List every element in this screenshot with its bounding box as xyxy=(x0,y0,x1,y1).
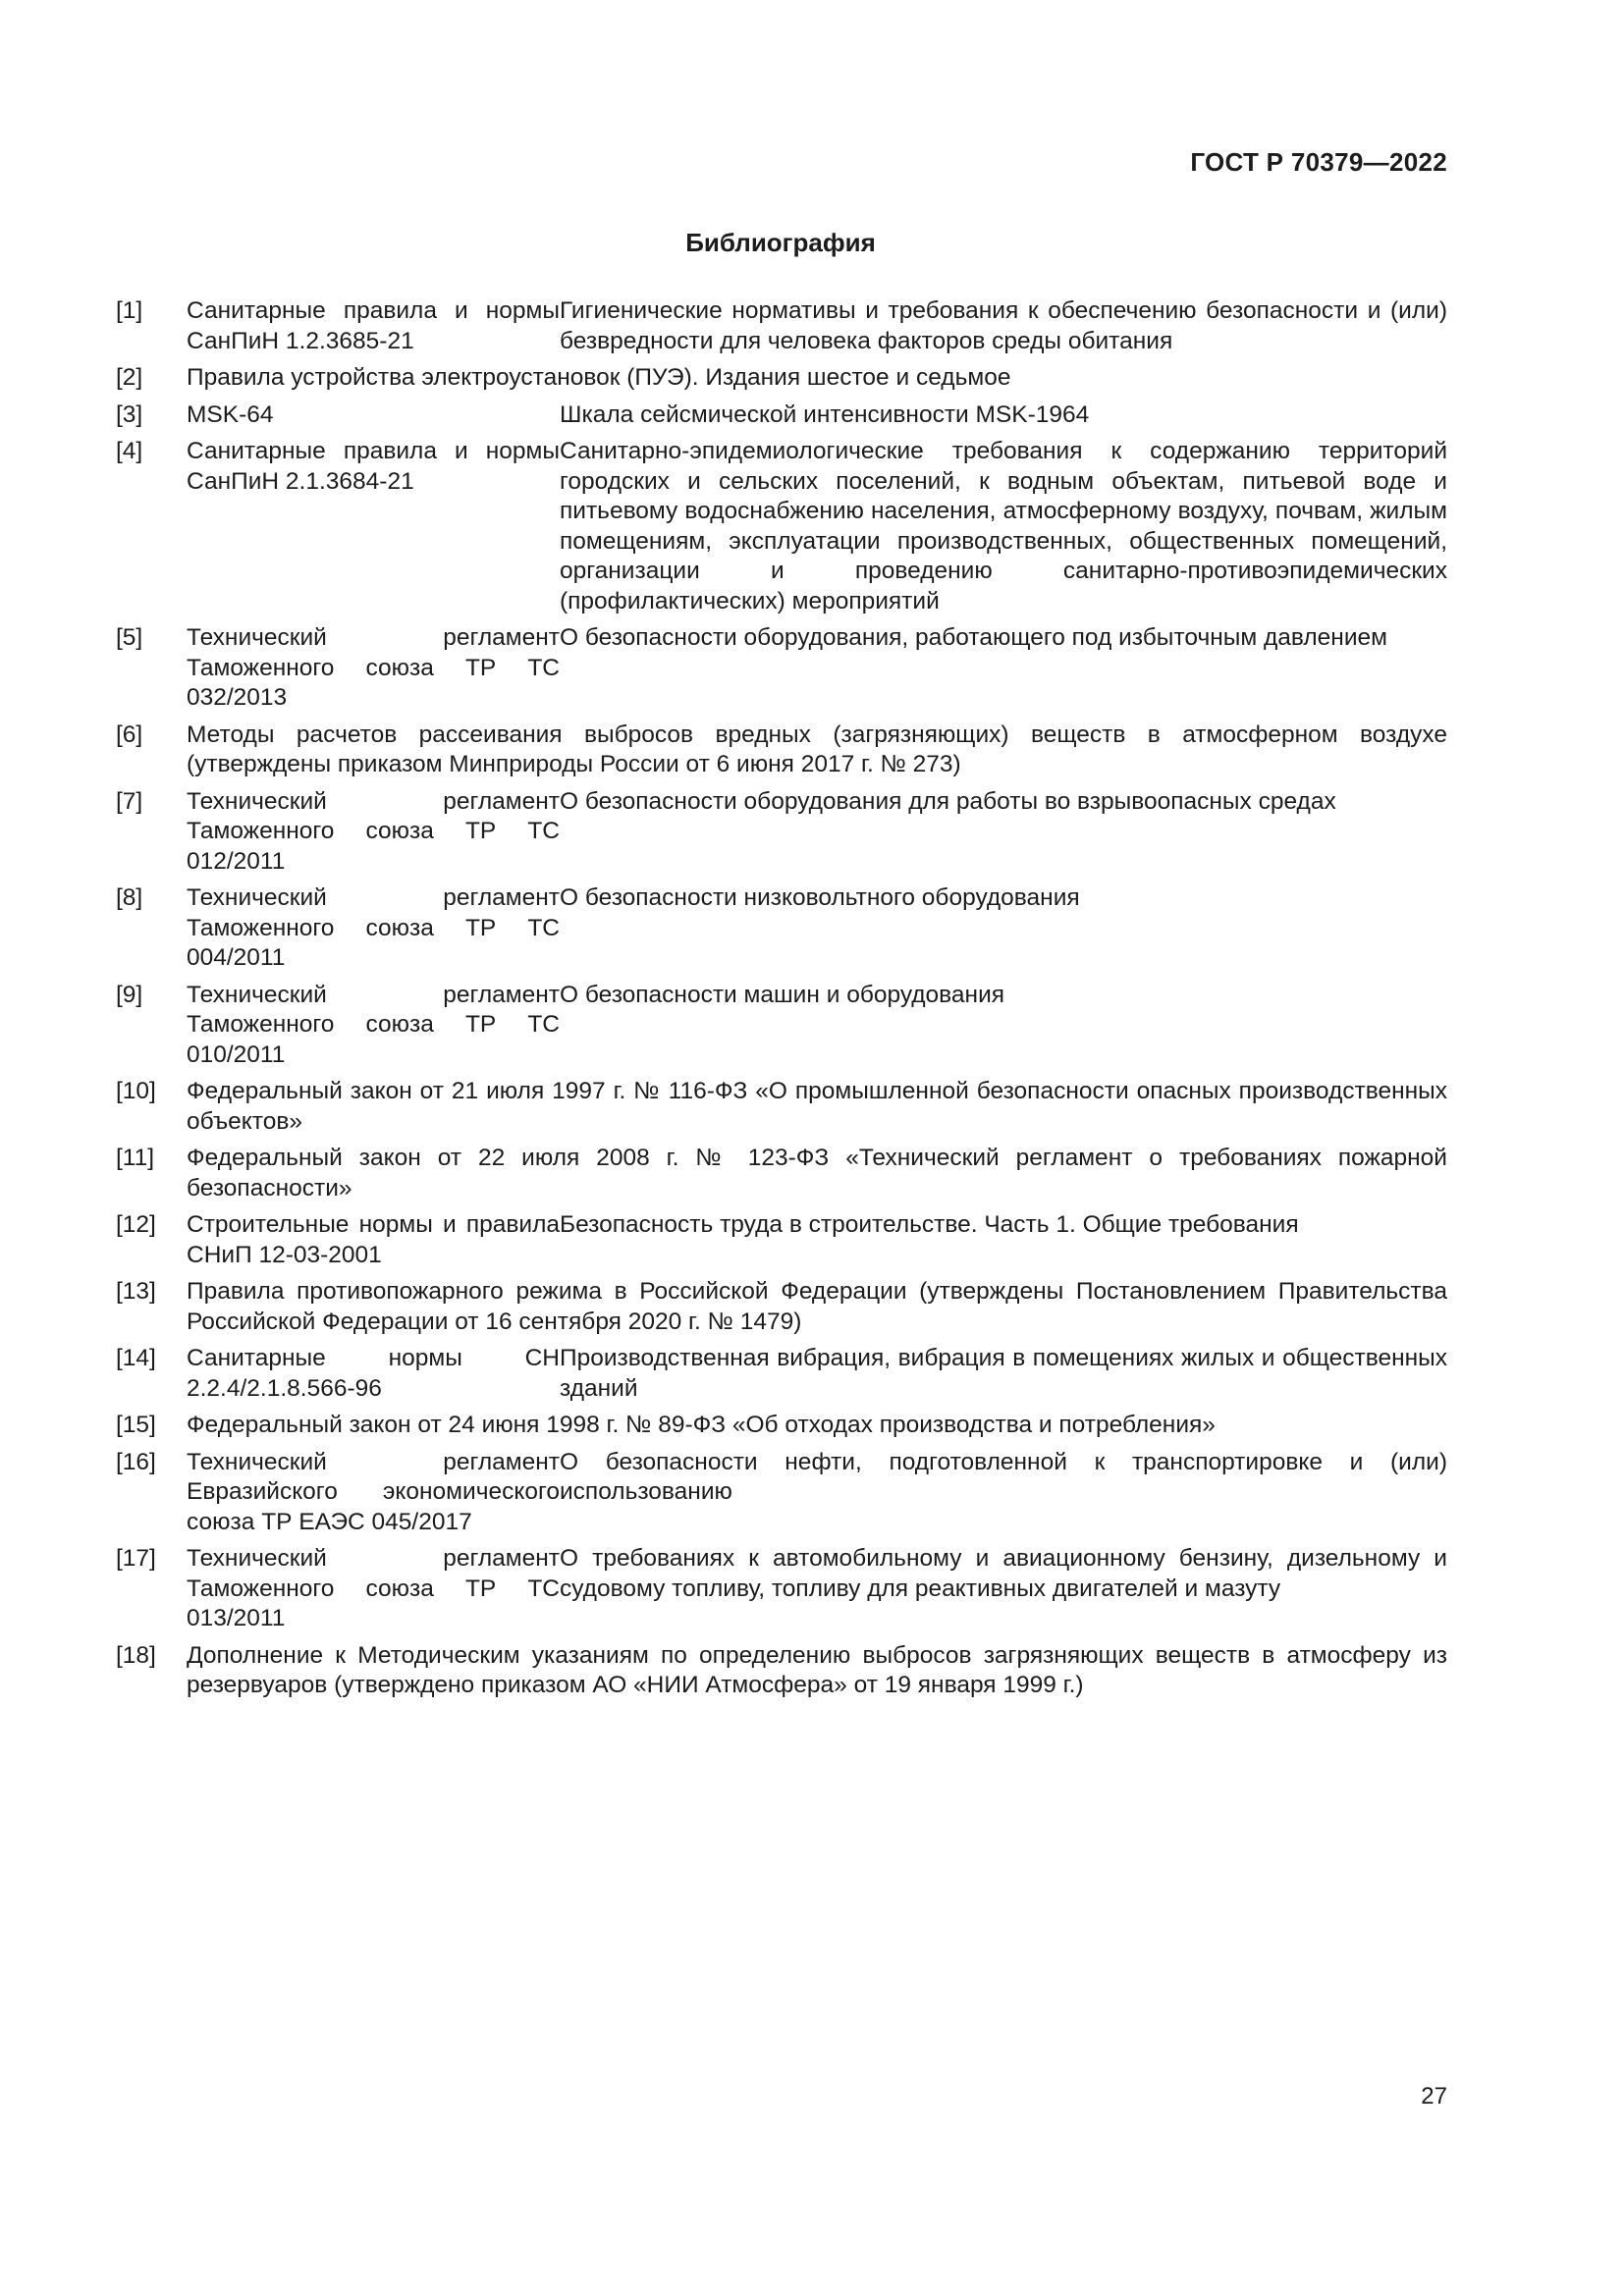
bibliography-entry xyxy=(116,1448,1447,1538)
entry-source: Санитарные правила и нормы СанПиН 2.1.3684-21 xyxy=(187,438,560,495)
entry-full-text: Дополнение к Методическим указаниям по определению выбросов загрязняющих веществ в атмосферу из резервуаров (утверждено приказом АО «НИИ Атмосфера» от 19 января 1999 г.) xyxy=(187,1641,1447,1698)
bibliography-entry xyxy=(116,1277,1447,1337)
entry-source: Технический регламент Таможенного союза ТР ТС 032/2013 xyxy=(187,624,560,711)
entry-full-text: Федеральный закон от 22 июля 2008 г. № 123-ФЗ «Технический регламент о требованиях пожарной безопасности» xyxy=(187,1145,1447,1201)
entry-description: Гигиенические нормативы и требования к обеспечению безопасности и (или) безвредности для человека факторов среды обитания xyxy=(560,297,1447,354)
entry-description: О безопасности низковольтного оборудования xyxy=(560,884,1080,911)
entry-full-text: Правила противопожарного режима в Российской Федерации (утверждены Постановлением Правительства Российской Федерации от 16 сентября 2020 г. № 1479) xyxy=(187,1278,1447,1335)
entry-source: Санитарные правила и нормы СанПиН 1.2.3685-21 xyxy=(187,297,560,354)
entry-source: MSK-64 xyxy=(187,400,274,428)
bibliography-entry xyxy=(116,787,1447,878)
entry-number: [11] xyxy=(116,1145,155,1171)
entry-full-text: Федеральный закон от 24 июня 1998 г. № 89-ФЗ «Об отходах производства и потребления» xyxy=(187,1412,1216,1438)
entry-number: [12] xyxy=(116,1211,156,1238)
entry-description: Шкала сейсмической интенсивности MSK-1964 xyxy=(560,400,1090,428)
entry-source: Технический регламент Таможенного союза ТР ТС 013/2011 xyxy=(187,1545,560,1631)
entry-full-text: Методы расчетов рассеивания выбросов вредных (загрязняющих) веществ в атмосферном воздухе (утверждены приказом Минприроды России от 6 июня 2017 г. № 273) xyxy=(187,721,1447,777)
entry-number: [6] xyxy=(116,721,143,748)
entry-number: [5] xyxy=(116,624,143,651)
document-code: ГОСТ Р 70379—2022 xyxy=(1190,147,1447,177)
entry-description: О безопасности машин и оборудования xyxy=(560,981,1005,1008)
bibliography-entry xyxy=(116,981,1447,1071)
entry-number: [2] xyxy=(116,364,143,391)
entry-number: [15] xyxy=(116,1412,156,1438)
entry-description: Безопасность труда в строительстве. Часть 1. Общие требования xyxy=(560,1211,1299,1238)
entry-number: [8] xyxy=(116,884,143,911)
entry-number: [4] xyxy=(116,438,143,464)
entry-source: Технический регламент Таможенного союза ТР ТС 012/2011 xyxy=(187,787,560,875)
bibliography-entry xyxy=(116,883,1447,974)
bibliography-entry xyxy=(116,623,1447,714)
bibliography-entry xyxy=(116,1411,1447,1441)
entry-description: О безопасности оборудования для работы во взрывоопасных средах xyxy=(560,787,1336,815)
bibliography-entry xyxy=(116,400,1447,431)
entry-description: О безопасности нефти, подготовленной к транспортировке и (или) использованию xyxy=(560,1448,1447,1505)
page-number: 27 xyxy=(1421,2083,1447,2109)
entry-number: [1] xyxy=(116,297,143,324)
bibliography-entry xyxy=(116,363,1447,394)
entry-number: [18] xyxy=(116,1641,156,1669)
bibliography-entry xyxy=(116,721,1447,780)
entry-description: Производственная вибрация, вибрация в помещениях жилых и общественных зданий xyxy=(560,1345,1447,1402)
bibliography-entry xyxy=(116,1077,1447,1137)
entry-source: Технический регламент Таможенного союза ТР ТС 010/2011 xyxy=(187,981,560,1068)
bibliography-entry xyxy=(116,1544,1447,1634)
entry-source: Технический регламент Таможенного союза ТР ТС 004/2011 xyxy=(187,884,560,971)
entry-number: [7] xyxy=(116,787,143,815)
entry-number: [10] xyxy=(116,1078,156,1104)
entry-number: [17] xyxy=(116,1545,156,1572)
bibliography-entry xyxy=(116,1144,1447,1203)
entry-source: Санитарные нормы СН 2.2.4/2.1.8.566-96 xyxy=(187,1345,560,1402)
entry-number: [9] xyxy=(116,981,143,1008)
entry-number: [13] xyxy=(116,1278,156,1305)
bibliography-entry xyxy=(116,1344,1447,1404)
bibliography-entry xyxy=(116,296,1447,356)
page-title: Библиография xyxy=(685,228,876,257)
entry-number: [16] xyxy=(116,1448,156,1475)
bibliography-entry xyxy=(116,437,1447,616)
entry-number: [14] xyxy=(116,1345,156,1371)
entry-number: [3] xyxy=(116,400,143,428)
entry-description: О безопасности оборудования, работающего под избыточным давлением xyxy=(560,624,1387,651)
entry-source: Строительные нормы и правила СНиП 12-03-2001 xyxy=(187,1211,560,1268)
bibliography-entry xyxy=(116,1641,1447,1701)
entry-source: Технический регламент Евразийского экономического союза ТР ЕАЭС 045/2017 xyxy=(187,1448,560,1535)
entry-description: О требованиях к автомобильному и авиационному бензину, дизельному и судовому топливу, топливу для реактивных двигателей и мазуту xyxy=(560,1545,1447,1602)
bibliography-list xyxy=(116,296,1447,1708)
entry-description: Санитарно-эпидемиологические требования к содержанию территорий городских и сельских поселений, к водным объектам, питьевой воде и питьевому водоснабжению населения, атмосферному воздуху, почвам, жилым помещениям, эксплуатации производственных, общественных помещений, организации и проведению санитарно-противоэпидемических (профилактических) мероприятий xyxy=(560,438,1447,614)
entry-full-text: Правила устройства электроустановок (ПУЭ). Издания шестое и седьмое xyxy=(187,364,1011,391)
bibliography-entry xyxy=(116,1210,1447,1270)
entry-full-text: Федеральный закон от 21 июля 1997 г. № 116-ФЗ «О промышленной безопасности опасных производственных объектов» xyxy=(187,1078,1447,1135)
